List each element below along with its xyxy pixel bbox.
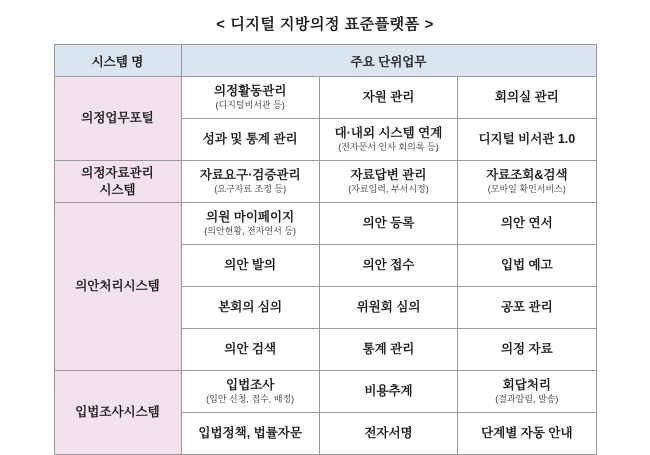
table-row	[54, 161, 596, 203]
task-cell-subtitle: (요구자료 조정 등)	[214, 184, 287, 195]
task-cell	[319, 329, 457, 371]
task-cell	[458, 203, 596, 245]
task-cell-subtitle: (결과알림, 발송)	[495, 394, 559, 405]
table-header-row	[54, 45, 596, 77]
system-group-label: 의정업무포털	[54, 77, 181, 161]
task-cell-subtitle: (의안현황, 전자연서 등)	[204, 226, 297, 237]
task-cell-title: 본회의 심의	[218, 299, 283, 314]
task-cell-title: 디지털 비서관 1.0	[478, 131, 576, 146]
task-cell-title: 성과 및 통계 관리	[202, 131, 298, 146]
task-cell-title: 회의실 관리	[494, 89, 559, 104]
task-cell	[181, 161, 319, 203]
task-cell-subtitle: (디지털비서관 등)	[215, 100, 285, 111]
task-cell-title: 비용추계	[364, 383, 413, 398]
task-cell	[458, 77, 596, 119]
table-row	[54, 77, 596, 119]
task-cell-title: 의정활동관리	[213, 83, 287, 98]
task-cell-title: 자료답변 관리	[350, 167, 427, 182]
task-cell-subtitle: (모바일 확인서비스)	[487, 184, 566, 195]
table-row	[54, 371, 596, 413]
task-cell	[181, 371, 319, 413]
task-cell	[181, 287, 319, 329]
task-cell	[319, 161, 457, 203]
task-cell-title: 의정 자료	[500, 341, 553, 356]
task-cell	[319, 119, 457, 161]
table-header	[54, 45, 596, 77]
task-cell	[181, 119, 319, 161]
system-group-label: 의안처리시스템	[54, 203, 181, 371]
task-cell-title: 공포 관리	[500, 299, 553, 314]
page-title	[0, 0, 650, 44]
task-cell-title: 입법정책, 법률자문	[198, 425, 302, 440]
title-text: 디지털 지방의정 표준플랫폼	[230, 16, 420, 33]
task-cell-subtitle: (입안 신청, 접수, 배정)	[206, 394, 295, 405]
title-left-bracket: <	[216, 16, 226, 33]
column-header-system: 시스템 명	[54, 45, 181, 77]
task-cell-title: 대·내외 시스템 연계	[334, 125, 443, 140]
title-right-bracket: >	[424, 16, 434, 33]
task-cell-title: 자원 관리	[362, 89, 415, 104]
task-cell-title: 의안 접수	[362, 257, 415, 272]
task-cell	[181, 203, 319, 245]
task-cell-title: 입법조사	[226, 377, 275, 392]
task-cell-title: 입법 예고	[500, 257, 553, 272]
task-cell	[458, 161, 596, 203]
task-cell	[181, 329, 319, 371]
task-cell-title: 의안 연서	[500, 215, 553, 230]
task-cell-title: 위원회 심의	[356, 299, 421, 314]
task-cell	[319, 371, 457, 413]
task-cell	[181, 77, 319, 119]
task-cell	[458, 329, 596, 371]
task-cell-title: 자료조회&검색	[486, 167, 568, 182]
task-cell	[458, 371, 596, 413]
system-group-label: 입법조사시스템	[54, 371, 181, 455]
task-cell	[319, 203, 457, 245]
task-cell	[181, 413, 319, 455]
table-row	[54, 203, 596, 245]
task-cell-title: 의원 마이페이지	[206, 209, 295, 224]
task-cell	[458, 287, 596, 329]
task-cell-title: 의안 검색	[224, 341, 277, 356]
task-cell	[319, 77, 457, 119]
task-cell-title: 자료요구·검증관리	[199, 167, 301, 182]
platform-matrix-table	[54, 44, 597, 455]
task-cell-title: 회답처리	[502, 377, 551, 392]
task-cell-title: 의안 등록	[362, 215, 415, 230]
table-body	[54, 77, 596, 455]
task-cell	[458, 119, 596, 161]
task-cell-title: 통계 관리	[362, 341, 415, 356]
task-cell	[181, 245, 319, 287]
task-cell-subtitle: (전자문서 인사 회의록 등)	[338, 142, 439, 153]
task-cell-title: 단계별 자동 안내	[481, 425, 573, 440]
task-cell-subtitle: (자료입력, 부서시정)	[348, 184, 429, 195]
task-cell-title: 전자서명	[364, 425, 413, 440]
task-cell	[458, 245, 596, 287]
task-cell	[458, 413, 596, 455]
task-cell	[319, 287, 457, 329]
system-group-label: 의정자료관리 시스템	[54, 161, 181, 203]
task-cell	[319, 245, 457, 287]
task-cell	[319, 413, 457, 455]
column-header-tasks: 주요 단위업무	[181, 45, 596, 77]
task-cell-title: 의안 발의	[224, 257, 277, 272]
